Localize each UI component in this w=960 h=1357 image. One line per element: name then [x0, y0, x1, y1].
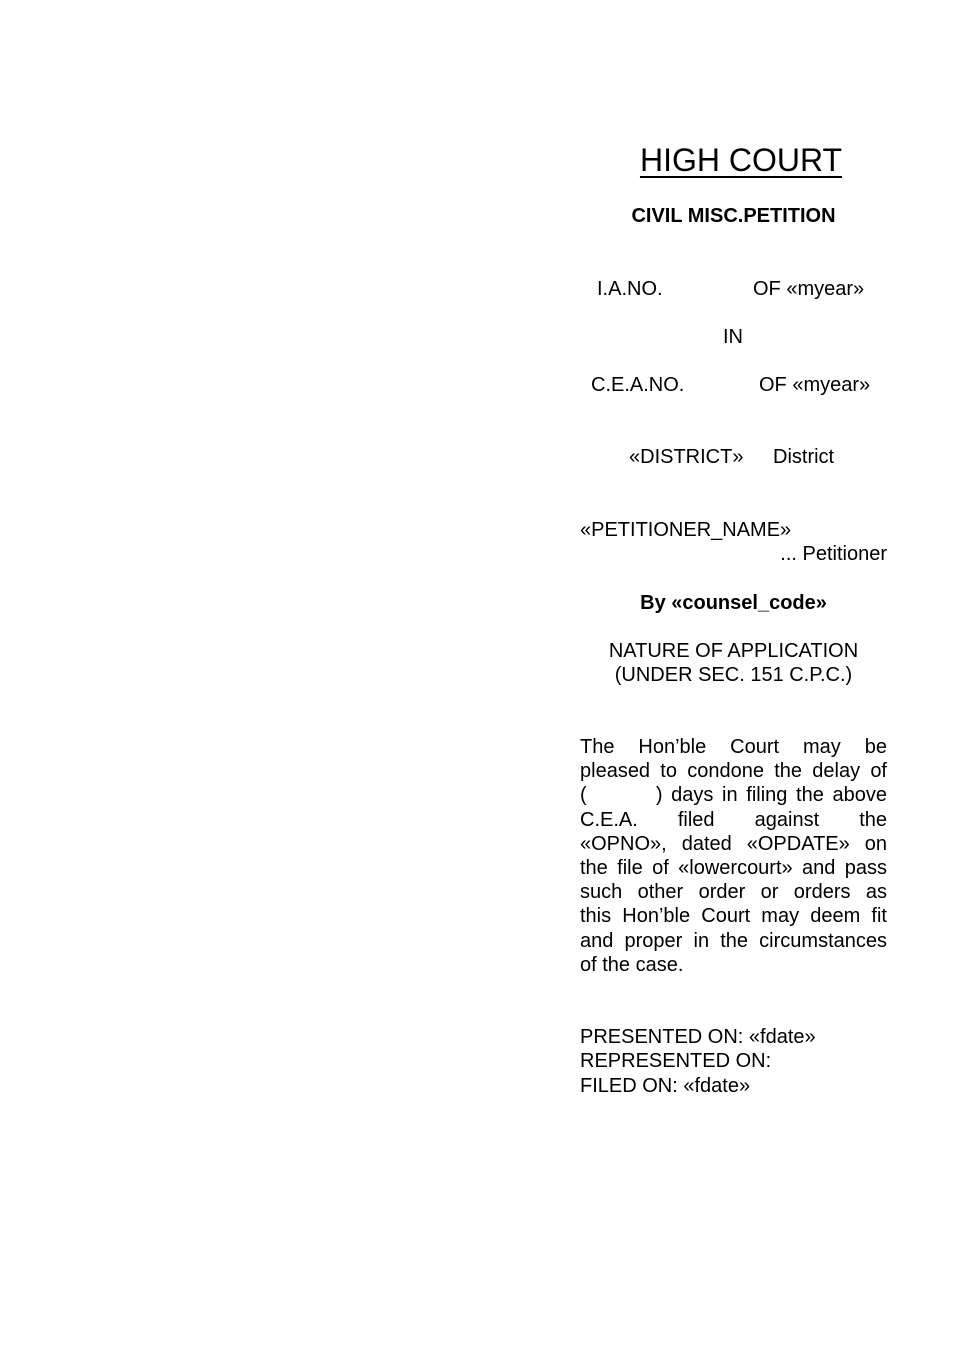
prayer-line: The Hon’ble Court may be [580, 736, 887, 758]
court-title: HIGH COURT [639, 142, 843, 178]
prayer-line: pleased to condone the delay of [580, 760, 887, 783]
prayer-line: this Hon’ble Court may deem fit [580, 905, 887, 928]
ia-number-label: I.A.NO. [597, 278, 663, 300]
prayer-paragraph [580, 735, 887, 977]
prayer-line: of the case. [580, 953, 684, 976]
ia-year-field: OF «myear» [753, 278, 865, 300]
district-field: «DISTRICT» [629, 446, 744, 468]
prayer-line: such other order or orders as [580, 881, 887, 904]
nature-section: (UNDER SEC. 151 C.P.C.) [614, 664, 853, 686]
prayer-line: ( ) days in filing the above [580, 784, 887, 807]
petitioner-name-field: «PETITIONER_NAME» [580, 519, 792, 541]
filed-on-line: FILED ON: «fdate» [580, 1074, 751, 1097]
prayer-line: C.E.A. filed against the [580, 808, 887, 831]
petitioner-role: ... Petitioner [780, 543, 887, 565]
presented-on-line: PRESENTED ON: «fdate» [580, 1026, 816, 1048]
district-label: District [773, 446, 835, 468]
prayer-line: and proper in the circumstances [580, 929, 887, 952]
filing-details [580, 1025, 887, 1098]
in-label: IN [723, 326, 743, 348]
prayer-line: the file of «lowercourt» and pass [580, 857, 887, 880]
cea-year-field: OF «myear» [759, 374, 871, 396]
prayer-line: «OPNO», dated «OPDATE» on [580, 832, 887, 855]
cea-number-label: C.E.A.NO. [591, 374, 685, 396]
petition-type: CIVIL MISC.PETITION [631, 205, 836, 227]
represented-on-line: REPRESENTED ON: [580, 1050, 772, 1073]
counsel-line: By «counsel_code» [640, 592, 827, 614]
nature-of-application: NATURE OF APPLICATION [608, 640, 859, 662]
